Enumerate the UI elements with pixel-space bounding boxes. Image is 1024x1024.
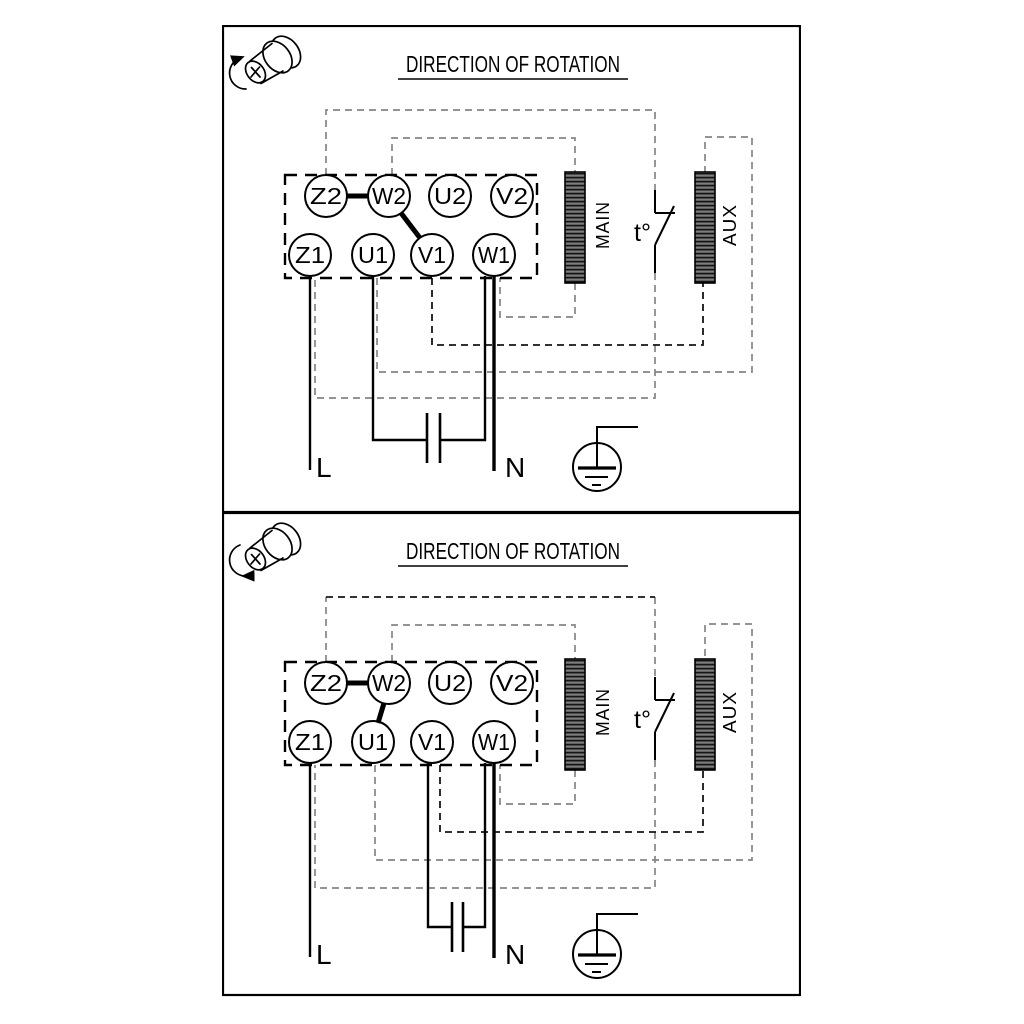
terminal-label-z1: Z1	[295, 729, 325, 755]
terminal-label-w1: W1	[478, 242, 510, 268]
line-label: L	[316, 452, 332, 483]
terminal-label-u2: U2	[434, 183, 466, 209]
terminal-label-u1: U1	[358, 242, 388, 268]
terminal-label-w2: W2	[372, 670, 406, 696]
terminal-label-z2: Z2	[310, 183, 342, 209]
terminal-label-w1: W1	[478, 729, 510, 755]
terminal-label-v2: V2	[496, 670, 528, 696]
neutral-label: N	[505, 452, 526, 483]
terminal-label-w2: W2	[372, 183, 406, 209]
terminal-label-u2: U2	[434, 670, 466, 696]
aux-winding	[695, 172, 715, 283]
thermal-switch-label: t°	[634, 219, 651, 247]
aux-winding-label: AUX	[720, 692, 740, 733]
terminal-label-u1: U1	[358, 729, 388, 755]
main-winding	[565, 659, 585, 770]
neutral-label: N	[505, 939, 526, 970]
line-label: L	[316, 939, 332, 970]
aux-winding-label: AUX	[720, 205, 740, 246]
terminal-label-v2: V2	[496, 183, 528, 209]
wiring-svg-2	[222, 512, 801, 997]
main-winding-label: MAIN	[593, 200, 613, 249]
terminal-label-v1: V1	[418, 242, 446, 268]
main-winding-label: MAIN	[593, 687, 613, 736]
panel-title: DIRECTION OF ROTATION	[406, 51, 620, 77]
wiring-svg-1	[222, 25, 801, 514]
terminal-label-z2: Z2	[310, 670, 342, 696]
wiring-diagram-panel-2	[222, 512, 801, 997]
main-winding	[565, 172, 585, 283]
wiring-diagram-panel-1	[222, 25, 801, 514]
terminal-label-v1: V1	[418, 729, 446, 755]
panel-title: DIRECTION OF ROTATION	[406, 538, 620, 564]
thermal-switch-label: t°	[634, 706, 651, 734]
terminal-label-z1: Z1	[295, 242, 325, 268]
aux-winding	[695, 659, 715, 770]
